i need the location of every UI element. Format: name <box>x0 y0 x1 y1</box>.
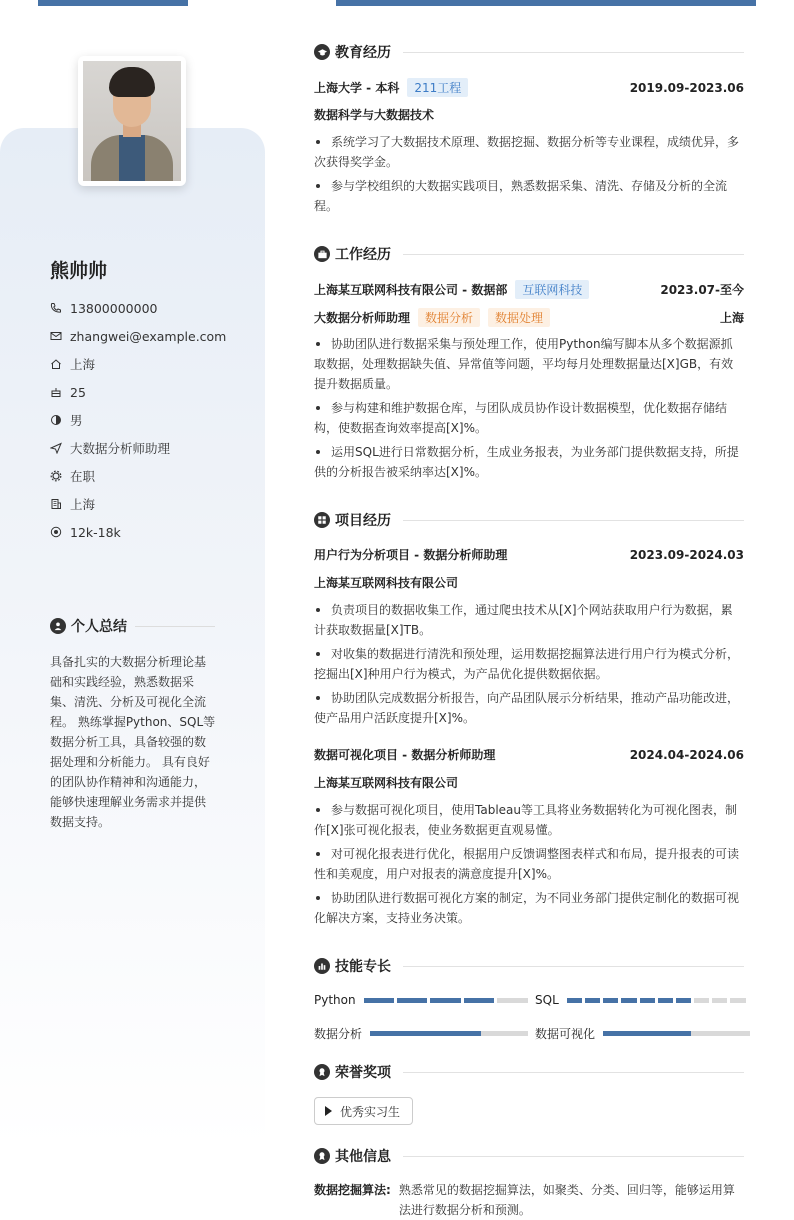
skill-bar-segment <box>730 998 745 1003</box>
gender-text: 男 <box>70 413 83 428</box>
building-icon <box>50 498 62 510</box>
other-section-header <box>314 1146 744 1166</box>
summary-section-title: 个人总结 <box>50 616 127 636</box>
work-company: 上海某互联网科技有限公司 - 数据部 <box>314 283 508 297</box>
skill-python <box>314 993 528 1007</box>
summary-text: 具备扎实的大数据分析理论基础和实践经验，熟悉数据采集、清洗、分析及可视化全流程。 熟练掌握Python、SQL等数据分析工具，具备较强的数据处理和分析能力。 具有良好的团队协作精神和沟通能力，能够快速理解业务需求并提供数据支持。 <box>50 655 216 829</box>
status-text: 在职 <box>70 469 96 484</box>
project-1-name: 用户行为分析项目 - 数据分析师助理 <box>314 548 508 562</box>
other-value: 熟悉常见的数据挖掘算法，如聚类、分类、回归等，能够运用算法进行数据分析和预测。 <box>398 1183 735 1217</box>
work-section-header <box>314 244 744 264</box>
city-text: 上海 <box>70 497 96 512</box>
project-1-header-row <box>314 546 744 563</box>
project-2-bullets <box>314 800 744 932</box>
gear-icon <box>50 470 62 482</box>
education-major-row <box>314 106 744 123</box>
list-item: 协助团队完成数据分析报告，向产品团队展示分析结果，推动产品功能改进，使产品用户活跃度提升[X]%。 <box>314 688 744 728</box>
work-role: 大数据分析师助理 <box>314 311 411 325</box>
work-period: 2023.07-至今 <box>660 283 744 297</box>
city-item <box>50 490 226 518</box>
skill-bar-segment <box>694 998 709 1003</box>
avatar <box>78 56 186 186</box>
user-icon <box>50 618 66 634</box>
list-item: 负责项目的数据收集工作，通过爬虫技术从[X]个网站获取用户行为数据，累计获取数据量[X]TB。 <box>314 600 744 640</box>
list-item: 协助团队进行数据可视化方案的制定，为不同业务部门提供定制化的数据可视化解决方案，支持业务决策。 <box>314 888 744 928</box>
project-2-name: 数据可视化项目 - 数据分析师助理 <box>314 748 496 762</box>
skill-bar-segment <box>430 998 460 1003</box>
skill-data-viz-bar <box>603 1031 750 1036</box>
award-icon <box>314 1064 330 1080</box>
bar-chart-icon <box>314 958 330 974</box>
play-icon <box>325 1106 332 1116</box>
age-item <box>50 378 226 406</box>
work-role-tag: 数据分析 <box>418 308 480 327</box>
location-text: 上海 <box>70 357 96 372</box>
work-role-row <box>314 308 744 327</box>
other-key: 数据挖掘算法: <box>314 1183 391 1197</box>
project-1-company-row <box>314 574 744 591</box>
graduation-cap-icon <box>314 44 330 60</box>
skill-data-analysis <box>314 1025 528 1042</box>
skill-bar-segment <box>567 998 582 1003</box>
contact-info-list <box>50 294 226 546</box>
status-item <box>50 462 226 490</box>
list-item: 对可视化报表进行优化，根据用户反馈调整图表样式和布局，提升报表的可读性和美观度，用户对报表的满意度提升[X]%。 <box>314 844 744 884</box>
skills-title: 技能专长 <box>335 959 391 975</box>
skill-bar-segment <box>464 998 494 1003</box>
top-accent-bar-left <box>38 0 188 6</box>
skill-bar-segment <box>497 998 527 1003</box>
work-header-row <box>314 280 744 299</box>
skill-sql <box>535 993 746 1007</box>
award-label: 优秀实习生 <box>340 1104 401 1119</box>
project-2-period: 2024.04-2024.06 <box>629 747 744 762</box>
position-text: 大数据分析师助理 <box>70 441 171 456</box>
home-icon <box>50 358 62 370</box>
work-bullets <box>314 334 744 486</box>
work-title: 工作经历 <box>335 247 391 263</box>
education-title: 教育经历 <box>335 45 391 61</box>
work-city: 上海 <box>719 311 744 325</box>
other-title: 其他信息 <box>335 1149 391 1165</box>
education-period: 2019.09-2023.06 <box>629 80 744 95</box>
skill-bar-segment <box>364 998 394 1003</box>
list-item: 参与构建和维护数据仓库，与团队成员协作设计数据模型，优化数据存储结构，使数据查询效率提高[X]%。 <box>314 398 744 438</box>
skill-python-bar <box>364 998 528 1003</box>
other-info-row <box>314 1180 744 1220</box>
email-text: zhangwei@example.com <box>70 328 227 344</box>
projects-title: 项目经历 <box>335 513 391 529</box>
skill-data-analysis-bar <box>370 1031 528 1036</box>
skill-sql-bar <box>567 998 746 1003</box>
education-section-header <box>314 42 744 62</box>
education-bullets <box>314 132 744 220</box>
mail-icon <box>50 330 62 342</box>
phone-text: 13800000000 <box>70 300 158 316</box>
target-icon <box>50 526 62 538</box>
project-1-bullets <box>314 600 744 732</box>
skill-bar-segment <box>676 998 691 1003</box>
project-1-period: 2023.09-2024.03 <box>629 547 744 562</box>
phone-item <box>50 294 226 322</box>
project-2-header-row <box>314 746 744 763</box>
summary-divider <box>135 626 215 627</box>
skill-data-viz-label: 数据可视化 <box>535 1027 596 1041</box>
project-2-company: 上海某互联网科技有限公司 <box>314 776 459 790</box>
sidebar <box>0 128 265 1148</box>
education-major: 数据科学与大数据技术 <box>314 108 435 122</box>
skill-bar-segment <box>658 998 673 1003</box>
salary-item <box>50 518 226 546</box>
briefcase-icon <box>314 246 330 262</box>
skill-bar-segment <box>640 998 655 1003</box>
profile-name: 熊帅帅 <box>50 260 108 282</box>
skill-python-label: Python <box>314 993 356 1007</box>
send-icon <box>50 442 62 454</box>
skill-data-analysis-label: 数据分析 <box>314 1027 363 1041</box>
list-item: 系统学习了大数据技术原理、数据挖掘、数据分析等专业课程，成绩优异，多次获得奖学金。 <box>314 132 744 172</box>
project-1-company: 上海某互联网科技有限公司 <box>314 576 459 590</box>
email-item <box>50 322 226 350</box>
location-item <box>50 350 226 378</box>
age-text: 25 <box>70 384 86 400</box>
project-2-company-row <box>314 774 744 791</box>
salary-text: 12k-18k <box>70 524 121 540</box>
work-role-tag: 数据处理 <box>488 308 550 327</box>
skill-bar-segment <box>603 998 618 1003</box>
info-icon <box>314 1148 330 1164</box>
phone-icon <box>50 302 62 314</box>
projects-section-header <box>314 510 744 530</box>
list-item: 运用SQL进行日常数据分析，生成业务报表，为业务部门提供数据支持，所提供的分析报告被采纳率达[X]%。 <box>314 442 744 482</box>
skill-sql-label: SQL <box>535 993 559 1007</box>
award-badge <box>314 1097 413 1125</box>
list-item: 协助团队进行数据采集与预处理工作，使用Python编写脚本从多个数据源抓取数据，处理数据缺失值、异常值等问题，平均每月处理数据量达[X]GB，有效提升数据质量。 <box>314 334 744 394</box>
skill-bar-segment <box>397 998 427 1003</box>
top-accent-bar-right <box>336 0 756 6</box>
cake-icon <box>50 386 62 398</box>
list-item: 对收集的数据进行清洗和预处理，运用数据挖掘算法进行用户行为模式分析，挖掘出[X]种用户行为模式，为产品优化提供数据依据。 <box>314 644 744 684</box>
work-industry-tag: 互联网科技 <box>515 280 589 299</box>
list-item: 参与数据可视化项目，使用Tableau等工具将业务数据转化为可视化图表，制作[X]张可视化报表，使业务数据更直观易懂。 <box>314 800 744 840</box>
education-school: 上海大学 - 本科 <box>314 81 400 95</box>
skill-bar-segment <box>712 998 727 1003</box>
skill-bar-segment <box>585 998 600 1003</box>
grid-icon <box>314 512 330 528</box>
list-item: 参与学校组织的大数据实践项目，熟悉数据采集、清洗、存储及分析的全流程。 <box>314 176 744 216</box>
awards-section-header <box>314 1062 744 1082</box>
position-item <box>50 434 226 462</box>
skills-section-header <box>314 956 744 976</box>
education-header-row <box>314 78 744 97</box>
skill-data-viz <box>535 1025 750 1042</box>
gender-item <box>50 406 226 434</box>
gender-icon <box>50 414 62 426</box>
education-tag: 211工程 <box>407 78 468 97</box>
skill-bar-segment <box>621 998 636 1003</box>
profile-photo <box>83 61 181 181</box>
awards-title: 荣誉奖项 <box>335 1065 391 1081</box>
